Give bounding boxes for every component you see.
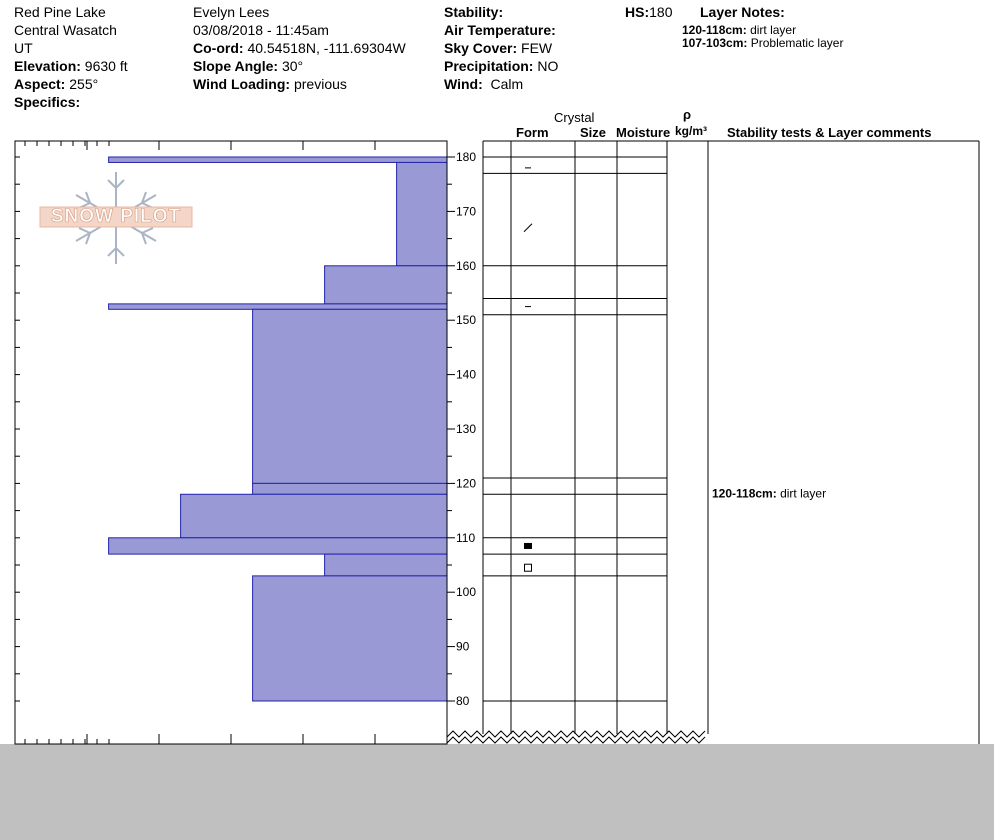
elevation-label: Elevation: (14, 58, 81, 74)
observer: Evelyn Lees (193, 4, 270, 20)
precip-value: NO (537, 58, 559, 74)
height-tick-label: 90 (456, 639, 470, 654)
coord-value: 40.54518N, -111.69304W (247, 40, 406, 56)
crystal-form-slash-icon (524, 224, 532, 232)
height-tick-label: 150 (456, 313, 477, 328)
snowpilot-logo (38, 170, 198, 270)
hardness-bar (253, 483, 447, 494)
layer-notes-label: Layer Notes: (700, 4, 785, 20)
precip-label: Precipitation: (444, 58, 534, 74)
height-tick-label: 110 (456, 530, 476, 545)
hardness-bar (397, 162, 447, 265)
axis-break-upper (447, 731, 705, 737)
comments-header: Stability tests & Layer comments (727, 125, 932, 140)
crystal-header: Crystal (554, 110, 595, 125)
layer-comment: 120-118cm: dirt layer (712, 486, 827, 501)
axis-break-lower (447, 737, 705, 743)
slope-value: 30° (281, 58, 304, 74)
height-tick-label: 130 (456, 422, 477, 436)
wind-value: Calm (490, 76, 524, 92)
hs-value: 180 (649, 4, 673, 20)
hardness-bar (325, 266, 447, 304)
density-unit-header: kg/m³ (675, 124, 708, 138)
wind-loading-label: Wind Loading: (193, 76, 291, 92)
sky-value: FEW (521, 40, 553, 56)
height-tick-label: 140 (456, 367, 477, 382)
specifics-label: Specifics: (14, 94, 81, 110)
mountain-range: Central Wasatch (14, 22, 117, 38)
hardness-bar (181, 494, 447, 538)
air-temperature-label: Air Temperature: (444, 22, 556, 38)
height-tick-label: 120 (456, 476, 477, 491)
location: Red Pine Lake (14, 4, 106, 20)
layer-note-1-range: 120-118cm: (682, 23, 747, 37)
wind-label: Wind: (444, 76, 483, 92)
size-header: Size (580, 125, 607, 140)
hardness-bar (109, 304, 447, 309)
hardness-bar (325, 554, 447, 576)
sky-label: Sky Cover: (444, 40, 518, 56)
layer-note-1-text: dirt layer (750, 23, 797, 37)
hardness-bar (253, 309, 447, 483)
height-tick-label: 160 (456, 258, 477, 273)
aspect-label: Aspect: (14, 76, 66, 92)
aspect-value: 255° (69, 76, 99, 92)
crystal-form-open-square-icon (525, 564, 532, 571)
height-tick-label: 170 (456, 204, 477, 219)
form-header: Form (516, 125, 549, 140)
elevation-value: 9630 ft (84, 58, 128, 74)
stability-label: Stability: (444, 4, 504, 20)
coord-label: Co-ord: (193, 40, 244, 56)
slope-label: Slope Angle: (193, 58, 279, 74)
hardness-bar (109, 157, 447, 162)
height-tick-label: 100 (456, 585, 477, 600)
crystal-form-filled-square-icon (524, 543, 532, 549)
hs-label: HS: (625, 4, 650, 20)
height-tick-label: 180 (456, 150, 477, 164)
hardness-bar (253, 576, 447, 701)
date-time: 03/08/2018 - 11:45am (193, 22, 329, 38)
wind-loading-value: previous (293, 76, 347, 92)
layer-note-2-range: 107-103cm: (682, 36, 748, 50)
moisture-header: Moisture (616, 125, 671, 140)
logo-text: SNOW PILOT (50, 206, 182, 227)
layer-note-2-text: Problematic layer (750, 36, 844, 50)
rho-header: ρ (683, 107, 692, 122)
state: UT (14, 40, 33, 56)
height-tick-label: 80 (456, 694, 470, 708)
hardness-bar (109, 538, 447, 554)
